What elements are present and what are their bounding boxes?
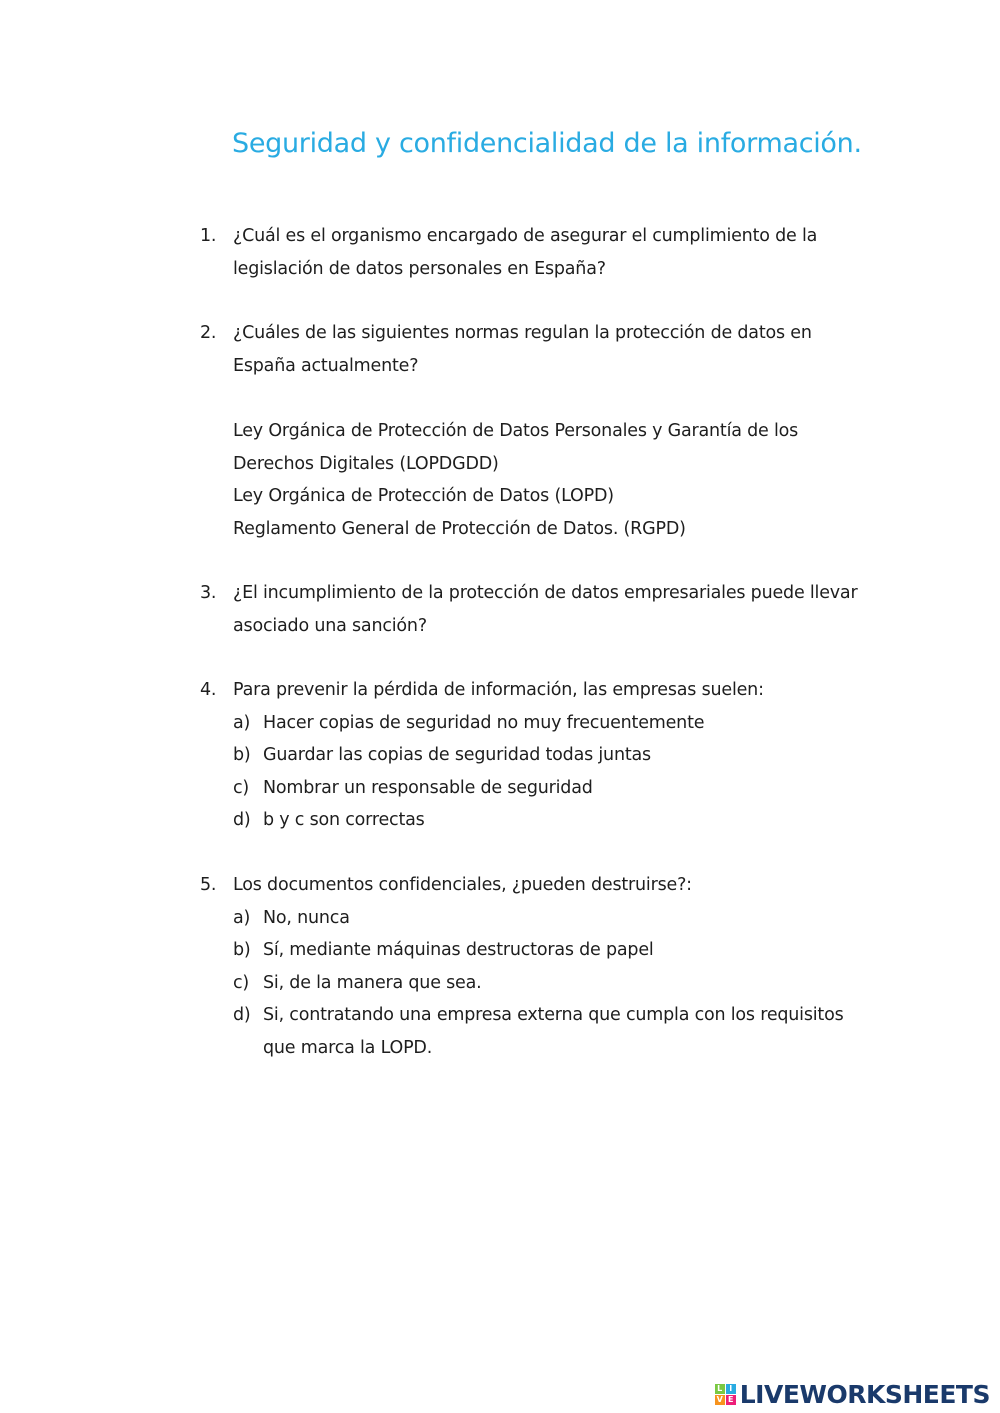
logo-mark-letter: V [716, 1394, 723, 1404]
law-item: Reglamento General de Protección de Datos. (RGPD) [233, 518, 686, 539]
law-item: Ley Orgánica de Protección de Datos Personales y Garantía de los Derechos Digitales (LOPDGDD) [233, 421, 799, 474]
option-c [233, 967, 860, 1000]
option-text: b y c son correctas [263, 810, 425, 830]
option-letter: c) [233, 777, 250, 798]
question-number: 5. [200, 875, 217, 895]
option-letter: c) [233, 972, 250, 993]
question-4 [200, 674, 860, 837]
option-letter: a) [233, 712, 251, 733]
option-letter: d) [233, 810, 251, 830]
option-a [233, 902, 860, 935]
logo-mark-letter: E [726, 1395, 736, 1405]
option-text: Nombrar un responsable de seguridad [263, 777, 593, 798]
question-number: 3. [200, 583, 217, 603]
option-text: No, nunca [263, 907, 350, 928]
option-letter: b) [233, 745, 251, 765]
logo-mark-icon [715, 1384, 736, 1405]
question-number: 4. [200, 680, 217, 700]
logo-mark-letter: L [715, 1384, 725, 1394]
option-list [233, 707, 860, 837]
liveworksheets-logo [715, 1378, 990, 1410]
question-number: 2. [200, 323, 217, 343]
logo-mark-letter: I [726, 1384, 736, 1394]
option-c [233, 772, 860, 805]
question-1 [200, 220, 860, 285]
option-b [233, 934, 860, 967]
question-2 [200, 317, 860, 545]
option-letter: b) [233, 940, 251, 960]
option-text: Sí, mediante máquinas destructoras de papel [263, 940, 654, 960]
option-text: Si, contratando una empresa externa que cumpla con los requisitos que marca la LOPD. [263, 1005, 844, 1058]
option-text: Hacer copias de seguridad no muy frecuentemente [263, 712, 705, 733]
question-number: 1. [200, 226, 217, 246]
question-text: ¿Cuál es el organismo encargado de asegurar el cumplimiento de la legislación de datos personales en España? [233, 226, 818, 279]
question-text: Para prevenir la pérdida de información, las empresas suelen: [233, 680, 764, 700]
option-d [233, 804, 860, 837]
option-letter: d) [233, 1005, 251, 1025]
option-list [233, 902, 860, 1065]
question-3 [200, 577, 860, 642]
question-5 [200, 869, 860, 1064]
option-text: Guardar las copias de seguridad todas juntas [263, 745, 651, 765]
question-text: ¿El incumplimiento de la protección de datos empresariales puede llevar asociado una sanción? [233, 583, 858, 636]
option-letter: a) [233, 907, 251, 928]
logo-text: LIVEWORKSHEETS [739, 1379, 990, 1409]
worksheet-title: Seguridad y confidencialidad de la información. [232, 128, 862, 159]
option-text: Si, de la manera que sea. [263, 972, 482, 993]
option-d [233, 999, 860, 1064]
law-list [233, 415, 860, 545]
question-text: ¿Cuáles de las siguientes normas regulan la protección de datos en España actualmente? [233, 323, 812, 376]
option-a [233, 707, 860, 740]
question-text: Los documentos confidenciales, ¿pueden destruirse?: [233, 875, 692, 895]
law-item: Ley Orgánica de Protección de Datos (LOPD) [233, 486, 614, 506]
option-b [233, 739, 860, 772]
